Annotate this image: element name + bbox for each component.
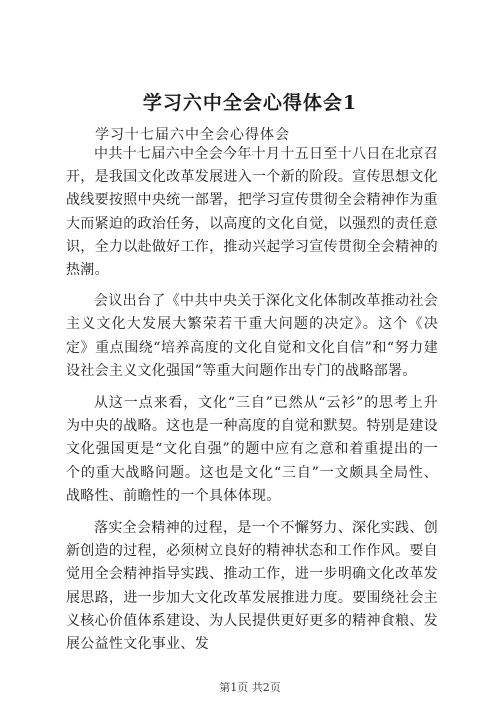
- paragraph-2: 会议出台了《中共中央关于深化文化体制改革推动社会主义文化大发展大繁荣若干重大问题的决定》。这个《决定》重点围绕“培养高度的文化自觉和文化自信”和“努力建设社会主义文化强国”等重大问题作出专门的战略部署。: [66, 293, 438, 379]
- page-footer: 第1页 共2页: [219, 681, 281, 694]
- paragraph-4: 落实全会精神的过程，是一个不懈努力、深化实践、创新创造的过程，必须树立良好的精神状态和工作作风。要自觉用全会精神指导实践、推动工作，进一步明确文化改革发展思路，进一步加大文化改革发展推进力度。要围绕社会主义核心价值体系建设、为人民提供更好更多的精神食粮、发展公益性文化事业、发: [66, 520, 438, 653]
- document-title: 学习六中全会心得体会1: [142, 92, 358, 114]
- document-subtitle: 学习十七届六中全会心得体会: [95, 127, 290, 143]
- document-body: [66, 143, 438, 656]
- paragraph-1: 中共十七届六中全会今年十月十五日至十八日在北京召开，是我国文化改革发展进入一个新的阶段。宣传思想文化战线要按照中央统一部署，把学习宣传贯彻全会精神作为重大而紧迫的政治任务，以高度的文化自觉，以强烈的责任意识，全力以赴做好工作，推动兴起学习宣传贯彻全会精神的热潮。: [66, 146, 438, 279]
- paragraph-3: 从这一点来看，文化“三自”已然从“云衫”的思考上升为中央的战略。这也是一种高度的自觉和默契。特别是建设文化强国更是“文化自强”的题中应有之意和着重提出的一个的重大战略问题。这也是文化“三自”一文颇具全局性、战略性、前瞻性的一个具体体现。: [66, 395, 438, 504]
